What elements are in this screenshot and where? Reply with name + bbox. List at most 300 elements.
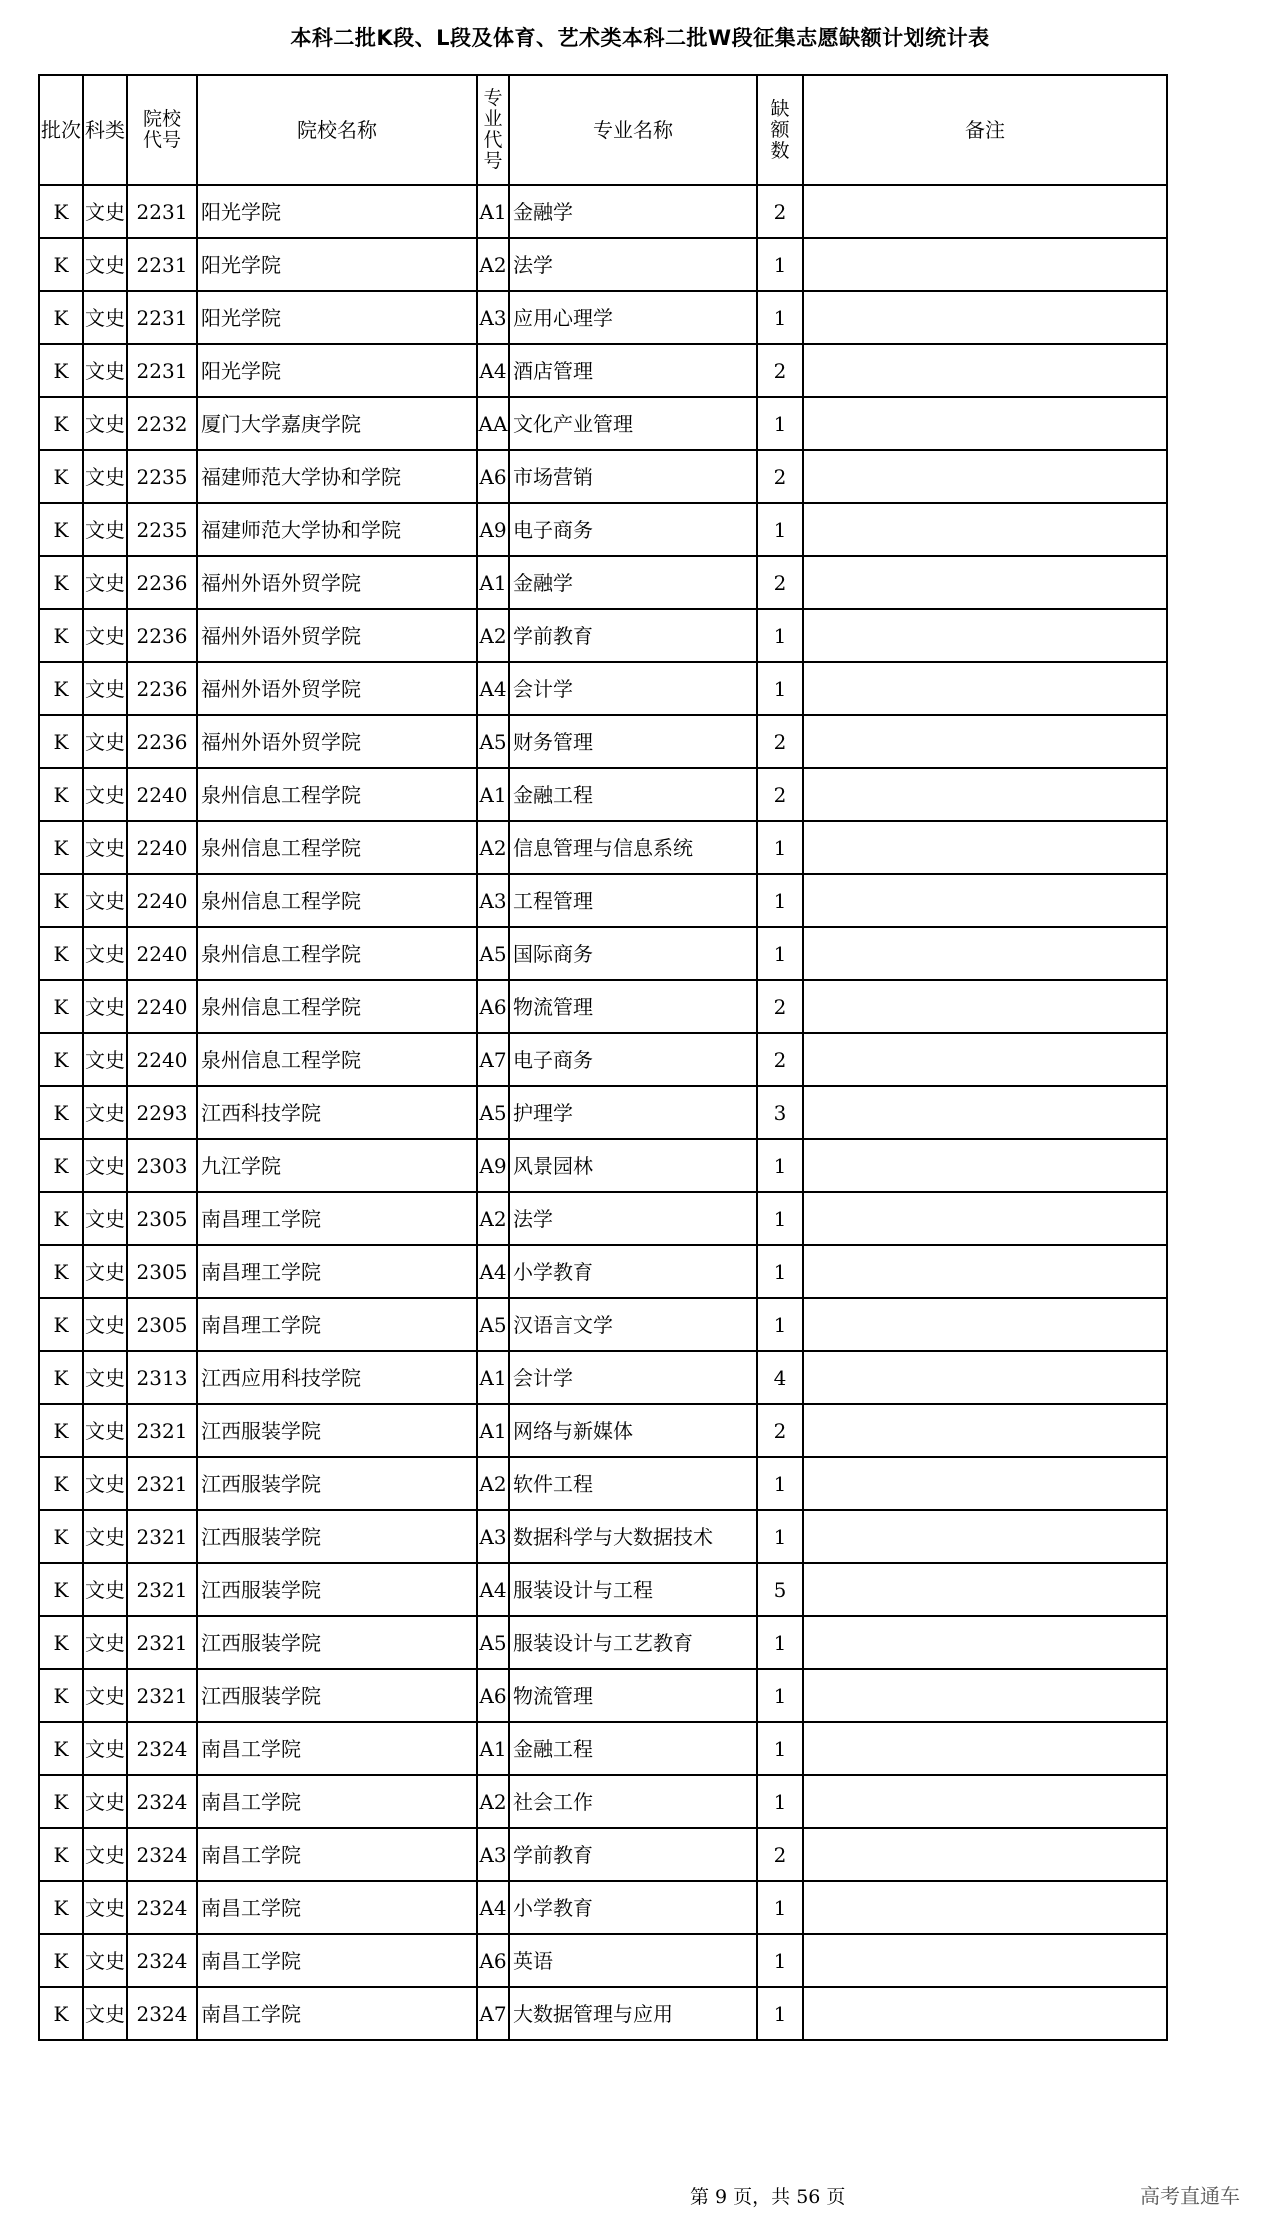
table-row [39,556,1167,609]
cell-batch: K [39,344,83,397]
cell-batch: K [39,1828,83,1881]
cell-school-name: 江西应用科技学院 [197,1351,477,1404]
cell-vacancy: 1 [757,1616,803,1669]
header-remarks: 备注 [803,75,1167,185]
cell-vacancy: 2 [757,1404,803,1457]
cell-school-name: 福州外语外贸学院 [197,609,477,662]
cell-batch: K [39,1563,83,1616]
table-row [39,1616,1167,1669]
cell-remarks [803,1457,1167,1510]
cell-category: 文史 [83,1881,127,1934]
cell-batch: K [39,1669,83,1722]
table-row [39,344,1167,397]
cell-vacancy: 1 [757,662,803,715]
cell-category: 文史 [83,715,127,768]
cell-remarks [803,980,1167,1033]
watermark: 高考直通车 [1140,2184,1240,2208]
table-row [39,1033,1167,1086]
table-row [39,397,1167,450]
cell-school-name: 福建师范大学协和学院 [197,503,477,556]
cell-major-name: 电子商务 [509,503,757,556]
cell-school-name: 泉州信息工程学院 [197,1033,477,1086]
cell-school-code: 2293 [127,1086,197,1139]
table-row [39,1934,1167,1987]
table-body [39,185,1167,2040]
cell-remarks [803,450,1167,503]
cell-major-code: A4 [477,344,509,397]
cell-school-code: 2236 [127,715,197,768]
cell-vacancy: 2 [757,980,803,1033]
cell-vacancy: 1 [757,291,803,344]
cell-batch: K [39,821,83,874]
cell-school-code: 2236 [127,662,197,715]
cell-school-name: 福州外语外贸学院 [197,556,477,609]
cell-major-name: 服装设计与工艺教育 [509,1616,757,1669]
cell-vacancy: 1 [757,1510,803,1563]
cell-major-name: 社会工作 [509,1775,757,1828]
cell-school-name: 泉州信息工程学院 [197,927,477,980]
cell-vacancy: 1 [757,1298,803,1351]
table-row [39,874,1167,927]
table-row [39,715,1167,768]
cell-major-code: A2 [477,1775,509,1828]
cell-school-name: 泉州信息工程学院 [197,821,477,874]
cell-school-code: 2321 [127,1669,197,1722]
cell-major-code: A9 [477,503,509,556]
cell-school-name: 福州外语外贸学院 [197,662,477,715]
cell-category: 文史 [83,238,127,291]
cell-school-name: 南昌工学院 [197,1722,477,1775]
cell-major-name: 工程管理 [509,874,757,927]
cell-remarks [803,1033,1167,1086]
cell-school-code: 2236 [127,609,197,662]
cell-school-name: 江西科技学院 [197,1086,477,1139]
cell-major-code: A6 [477,1669,509,1722]
cell-major-name: 风景园林 [509,1139,757,1192]
cell-major-code: A2 [477,1457,509,1510]
cell-school-code: 2321 [127,1510,197,1563]
cell-school-name: 南昌理工学院 [197,1192,477,1245]
table-row [39,1881,1167,1934]
cell-category: 文史 [83,662,127,715]
cell-school-name: 福建师范大学协和学院 [197,450,477,503]
cell-school-code: 2324 [127,1987,197,2040]
cell-major-code: A1 [477,556,509,609]
cell-vacancy: 1 [757,1245,803,1298]
cell-remarks [803,768,1167,821]
cell-category: 文史 [83,1722,127,1775]
cell-school-name: 泉州信息工程学院 [197,768,477,821]
cell-school-code: 2303 [127,1139,197,1192]
cell-school-code: 2235 [127,503,197,556]
cell-remarks [803,1722,1167,1775]
cell-batch: K [39,1510,83,1563]
cell-school-code: 2313 [127,1351,197,1404]
cell-remarks [803,291,1167,344]
table-row [39,1669,1167,1722]
cell-category: 文史 [83,1669,127,1722]
table-row [39,1139,1167,1192]
cell-batch: K [39,185,83,238]
cell-batch: K [39,1086,83,1139]
table-row [39,1086,1167,1139]
table-row [39,980,1167,1033]
cell-vacancy: 1 [757,1139,803,1192]
table-row [39,1510,1167,1563]
header-school-code: 院校 代号 [127,75,197,185]
cell-major-code: A4 [477,1245,509,1298]
header-category: 科类 [83,75,127,185]
cell-vacancy: 2 [757,450,803,503]
cell-major-code: A9 [477,1139,509,1192]
cell-school-name: 阳光学院 [197,238,477,291]
cell-vacancy: 2 [757,1033,803,1086]
cell-category: 文史 [83,1457,127,1510]
cell-major-name: 国际商务 [509,927,757,980]
cell-major-code: A3 [477,874,509,927]
cell-remarks [803,556,1167,609]
cell-major-name: 护理学 [509,1086,757,1139]
cell-vacancy: 1 [757,397,803,450]
cell-vacancy: 2 [757,768,803,821]
header-major-code: 专业 代 号 [477,75,509,185]
cell-major-code: A5 [477,1298,509,1351]
cell-remarks [803,1404,1167,1457]
cell-vacancy: 2 [757,1828,803,1881]
page-number: 第 9 页，共 56 页 [690,2186,846,2208]
cell-category: 文史 [83,1563,127,1616]
cell-school-name: 江西服装学院 [197,1457,477,1510]
table-row [39,1298,1167,1351]
cell-category: 文史 [83,980,127,1033]
cell-school-code: 2236 [127,556,197,609]
cell-vacancy: 2 [757,344,803,397]
cell-remarks [803,185,1167,238]
cell-remarks [803,1245,1167,1298]
cell-batch: K [39,1245,83,1298]
cell-school-code: 2235 [127,450,197,503]
cell-major-name: 软件工程 [509,1457,757,1510]
cell-category: 文史 [83,1139,127,1192]
cell-batch: K [39,662,83,715]
cell-major-name: 数据科学与大数据技术 [509,1510,757,1563]
cell-school-name: 南昌工学院 [197,1775,477,1828]
cell-category: 文史 [83,1351,127,1404]
cell-remarks [803,397,1167,450]
cell-major-code: A3 [477,1510,509,1563]
cell-category: 文史 [83,556,127,609]
cell-major-code: A5 [477,927,509,980]
cell-major-code: A6 [477,450,509,503]
cell-school-code: 2240 [127,768,197,821]
cell-school-code: 2231 [127,185,197,238]
cell-major-code: A7 [477,1033,509,1086]
cell-school-code: 2321 [127,1457,197,1510]
header-row [39,75,1167,185]
cell-remarks [803,1669,1167,1722]
cell-school-name: 南昌工学院 [197,1828,477,1881]
cell-school-name: 九江学院 [197,1139,477,1192]
cell-school-name: 泉州信息工程学院 [197,874,477,927]
cell-major-code: A1 [477,1722,509,1775]
cell-vacancy: 2 [757,556,803,609]
cell-school-code: 2305 [127,1298,197,1351]
cell-school-name: 江西服装学院 [197,1404,477,1457]
cell-major-name: 金融学 [509,185,757,238]
cell-remarks [803,1086,1167,1139]
table-row [39,1987,1167,2040]
cell-school-code: 2305 [127,1192,197,1245]
table-row [39,1404,1167,1457]
cell-remarks [803,715,1167,768]
cell-vacancy: 2 [757,185,803,238]
cell-major-code: AA [477,397,509,450]
cell-remarks [803,1298,1167,1351]
cell-school-code: 2324 [127,1881,197,1934]
cell-school-code: 2321 [127,1563,197,1616]
table-row [39,821,1167,874]
cell-school-code: 2231 [127,291,197,344]
cell-batch: K [39,1298,83,1351]
cell-batch: K [39,291,83,344]
cell-school-name: 江西服装学院 [197,1669,477,1722]
cell-remarks [803,1510,1167,1563]
cell-remarks [803,1881,1167,1934]
cell-school-code: 2240 [127,1033,197,1086]
table-row [39,768,1167,821]
cell-batch: K [39,980,83,1033]
cell-school-code: 2324 [127,1775,197,1828]
table-row [39,1245,1167,1298]
cell-batch: K [39,450,83,503]
cell-major-name: 财务管理 [509,715,757,768]
cell-major-name: 市场营销 [509,450,757,503]
cell-major-name: 法学 [509,1192,757,1245]
cell-school-name: 阳光学院 [197,185,477,238]
cell-vacancy: 1 [757,874,803,927]
cell-batch: K [39,1404,83,1457]
cell-batch: K [39,1457,83,1510]
cell-school-name: 阳光学院 [197,344,477,397]
cell-school-name: 江西服装学院 [197,1563,477,1616]
cell-category: 文史 [83,1510,127,1563]
table-row [39,450,1167,503]
cell-remarks [803,1828,1167,1881]
cell-remarks [803,1616,1167,1669]
cell-remarks [803,503,1167,556]
cell-school-code: 2232 [127,397,197,450]
cell-school-name: 厦门大学嘉庚学院 [197,397,477,450]
cell-major-name: 物流管理 [509,1669,757,1722]
header-school-name: 院校名称 [197,75,477,185]
cell-vacancy: 1 [757,1881,803,1934]
cell-major-name: 酒店管理 [509,344,757,397]
cell-batch: K [39,1616,83,1669]
cell-major-name: 网络与新媒体 [509,1404,757,1457]
cell-school-name: 南昌工学院 [197,1987,477,2040]
table-row [39,238,1167,291]
cell-major-name: 大数据管理与应用 [509,1987,757,2040]
header-batch: 批次 [39,75,83,185]
cell-school-code: 2240 [127,821,197,874]
cell-batch: K [39,1881,83,1934]
table-row [39,1722,1167,1775]
cell-major-code: A5 [477,715,509,768]
cell-batch: K [39,238,83,291]
cell-major-name: 信息管理与信息系统 [509,821,757,874]
cell-vacancy: 4 [757,1351,803,1404]
cell-batch: K [39,609,83,662]
cell-school-name: 福州外语外贸学院 [197,715,477,768]
cell-major-name: 电子商务 [509,1033,757,1086]
cell-batch: K [39,927,83,980]
cell-remarks [803,344,1167,397]
cell-remarks [803,609,1167,662]
cell-category: 文史 [83,291,127,344]
cell-remarks [803,1192,1167,1245]
cell-batch: K [39,1934,83,1987]
cell-major-name: 物流管理 [509,980,757,1033]
cell-major-name: 英语 [509,1934,757,1987]
cell-vacancy: 5 [757,1563,803,1616]
cell-major-name: 会计学 [509,1351,757,1404]
cell-vacancy: 2 [757,715,803,768]
cell-category: 文史 [83,609,127,662]
header-major-name: 专业名称 [509,75,757,185]
cell-category: 文史 [83,821,127,874]
cell-batch: K [39,503,83,556]
cell-school-code: 2231 [127,344,197,397]
cell-vacancy: 1 [757,609,803,662]
cell-batch: K [39,1192,83,1245]
cell-major-code: A4 [477,1563,509,1616]
table-row [39,503,1167,556]
table-row [39,609,1167,662]
cell-school-name: 江西服装学院 [197,1510,477,1563]
cell-category: 文史 [83,1245,127,1298]
table-row [39,1563,1167,1616]
cell-vacancy: 1 [757,927,803,980]
cell-school-name: 泉州信息工程学院 [197,980,477,1033]
cell-remarks [803,1139,1167,1192]
cell-category: 文史 [83,927,127,980]
cell-category: 文史 [83,185,127,238]
cell-remarks [803,238,1167,291]
cell-major-code: A5 [477,1616,509,1669]
cell-batch: K [39,1351,83,1404]
cell-school-name: 江西服装学院 [197,1616,477,1669]
cell-remarks [803,874,1167,927]
cell-category: 文史 [83,1033,127,1086]
table-row [39,291,1167,344]
cell-school-name: 南昌理工学院 [197,1298,477,1351]
cell-major-name: 金融学 [509,556,757,609]
cell-batch: K [39,768,83,821]
cell-vacancy: 1 [757,1192,803,1245]
cell-vacancy: 3 [757,1086,803,1139]
cell-category: 文史 [83,1404,127,1457]
cell-category: 文史 [83,1192,127,1245]
cell-remarks [803,1934,1167,1987]
cell-category: 文史 [83,344,127,397]
cell-remarks [803,821,1167,874]
cell-school-code: 2324 [127,1934,197,1987]
cell-major-name: 汉语言文学 [509,1298,757,1351]
cell-batch: K [39,1722,83,1775]
cell-major-code: A2 [477,1192,509,1245]
cell-major-code: A1 [477,768,509,821]
cell-school-code: 2321 [127,1404,197,1457]
table-row [39,662,1167,715]
cell-major-code: A2 [477,821,509,874]
cell-batch: K [39,1775,83,1828]
cell-school-code: 2324 [127,1722,197,1775]
cell-category: 文史 [83,1828,127,1881]
cell-category: 文史 [83,503,127,556]
cell-batch: K [39,1987,83,2040]
cell-category: 文史 [83,1987,127,2040]
cell-vacancy: 1 [757,238,803,291]
cell-school-code: 2324 [127,1828,197,1881]
cell-category: 文史 [83,768,127,821]
cell-major-name: 学前教育 [509,609,757,662]
cell-school-name: 南昌工学院 [197,1881,477,1934]
cell-major-code: A3 [477,1828,509,1881]
cell-vacancy: 1 [757,821,803,874]
cell-school-code: 2305 [127,1245,197,1298]
cell-vacancy: 1 [757,1457,803,1510]
cell-category: 文史 [83,874,127,927]
cell-major-code: A2 [477,238,509,291]
cell-batch: K [39,397,83,450]
cell-major-code: A4 [477,662,509,715]
table-row [39,1351,1167,1404]
table-row [39,185,1167,238]
cell-school-name: 南昌理工学院 [197,1245,477,1298]
table-row [39,1192,1167,1245]
cell-vacancy: 1 [757,1669,803,1722]
cell-major-code: A4 [477,1881,509,1934]
cell-major-name: 学前教育 [509,1828,757,1881]
cell-school-name: 阳光学院 [197,291,477,344]
cell-remarks [803,1563,1167,1616]
table-row [39,1828,1167,1881]
cell-school-code: 2240 [127,980,197,1033]
cell-category: 文史 [83,1775,127,1828]
cell-major-name: 文化产业管理 [509,397,757,450]
cell-school-code: 2321 [127,1616,197,1669]
cell-remarks [803,662,1167,715]
vacancy-table [38,74,1168,2041]
cell-batch: K [39,874,83,927]
cell-school-code: 2240 [127,927,197,980]
cell-school-name: 南昌工学院 [197,1934,477,1987]
cell-major-name: 金融工程 [509,1722,757,1775]
page-title: 本科二批K段、L段及体育、艺术类本科二批W段征集志愿缺额计划统计表 [290,26,990,50]
cell-batch: K [39,1139,83,1192]
cell-batch: K [39,715,83,768]
cell-category: 文史 [83,1298,127,1351]
cell-major-name: 应用心理学 [509,291,757,344]
cell-category: 文史 [83,450,127,503]
table-row [39,927,1167,980]
cell-major-code: A5 [477,1086,509,1139]
cell-vacancy: 1 [757,1722,803,1775]
cell-major-code: A6 [477,980,509,1033]
cell-batch: K [39,1033,83,1086]
cell-major-name: 金融工程 [509,768,757,821]
cell-major-name: 会计学 [509,662,757,715]
